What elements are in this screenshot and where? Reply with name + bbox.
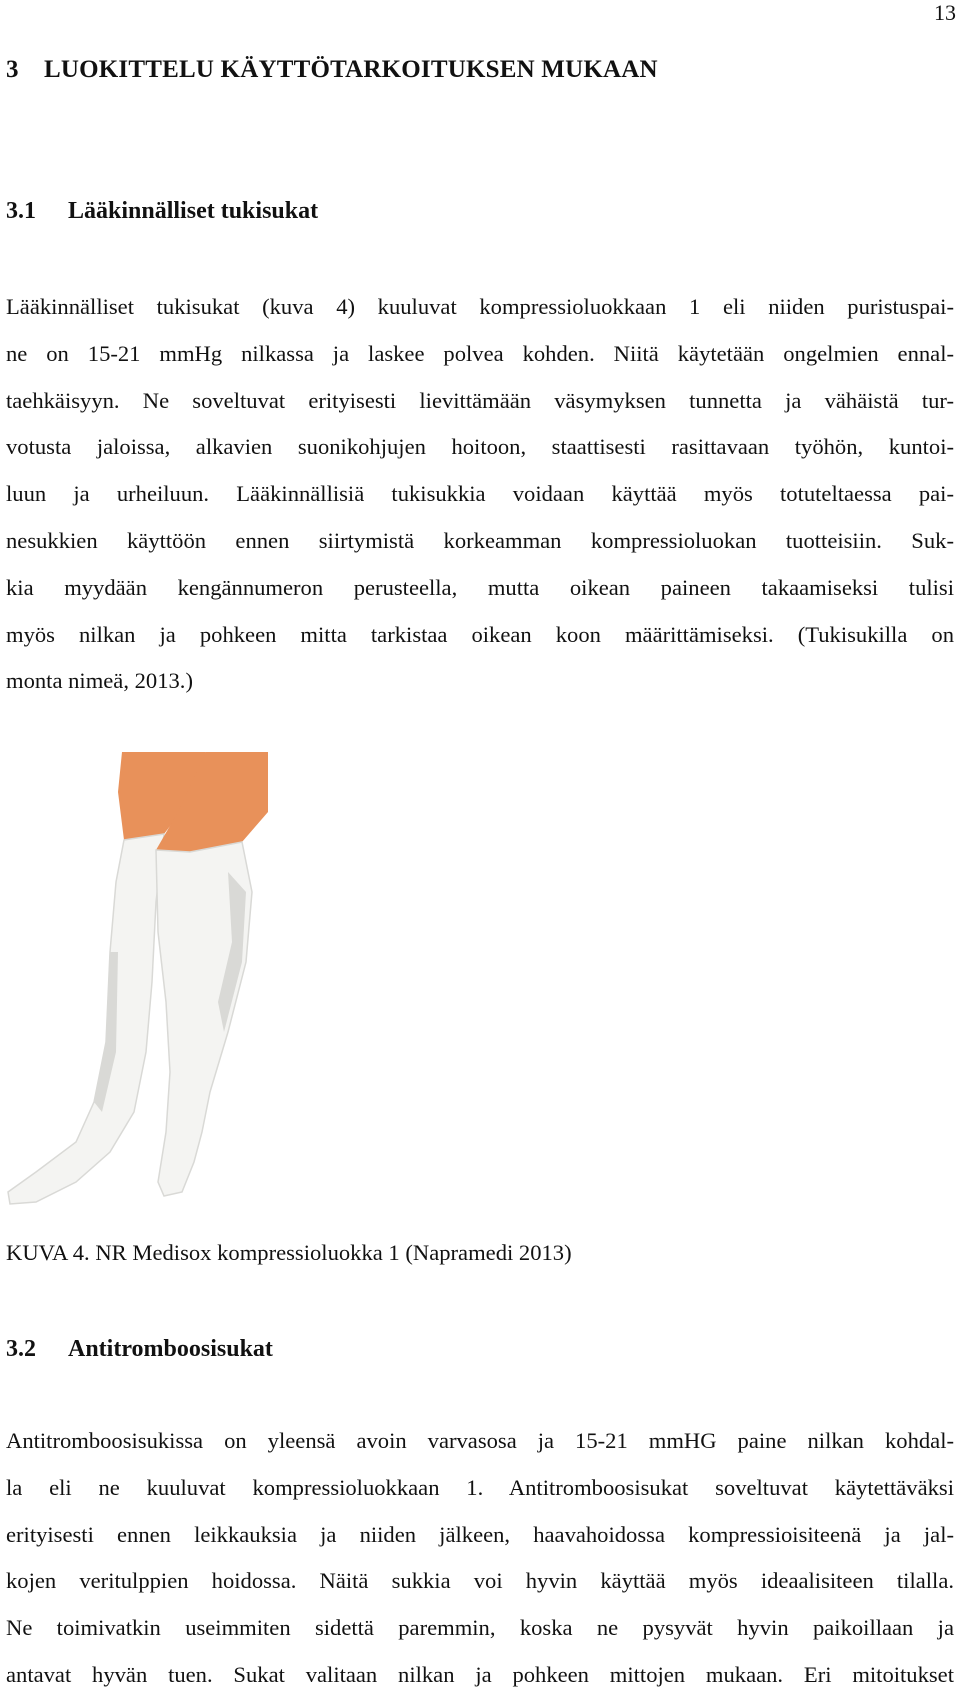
section-heading-3-2 xyxy=(6,1336,273,1363)
section-3-1-paragraph xyxy=(6,284,954,705)
sock-photo xyxy=(6,752,296,1212)
paragraph-line: ne on 15-21 mmHg nilkassa ja laskee polvea kohden. Niitä käytetään ongelmien ennal- xyxy=(6,340,954,366)
paragraph-line: nesukkien käyttöön ennen siirtymistä korkeamman kompressioluokan tuotteisiin. Suk- xyxy=(6,527,954,553)
paragraph-line: Lääkinnälliset tukisukat (kuva 4) kuuluvat kompressioluokkaan 1 eli niiden puristuspai- xyxy=(6,294,954,319)
sock-illustration xyxy=(6,752,296,1212)
page-number: 13 xyxy=(934,0,956,25)
paragraph-line: votusta jaloissa, alkavien suonikohjujen hoitoon, staattisesti rasittavaan työhön, kuntoi- xyxy=(6,434,954,460)
paragraph-line: erityisesti ennen leikkauksia ja niiden jälkeen, haavahoidossa kompressioisiteenä ja jal- xyxy=(6,1521,954,1547)
section-title: Lääkinnälliset tukisukat xyxy=(68,198,319,224)
section-3-2-paragraph xyxy=(6,1418,954,1699)
paragraph-line: kojen veritulppien hoidossa. Näitä sukkia voi hyvin käyttää myös ideaalisiteen tilalla. xyxy=(6,1568,954,1594)
section-number: 3.2 xyxy=(6,1336,36,1362)
paragraph-line: monta nimeä, 2013.) xyxy=(6,668,193,694)
paragraph-line: Ne toimivatkin useimmiten sidettä paremmin, koska ne pysyvät hyvin paikoillaan ja xyxy=(6,1615,954,1641)
back-leg-sock xyxy=(8,834,164,1204)
section-title: Antitromboosisukat xyxy=(68,1336,273,1362)
section-number: 3.1 xyxy=(6,198,36,224)
chapter-heading xyxy=(6,56,658,84)
paragraph-line: Antitromboosisukissa on yleensä avoin varvasosa ja 15-21 mmHG paine nilkan kohdal- xyxy=(6,1428,954,1453)
paragraph-line: luun ja urheiluun. Lääkinnällisiä tukisukkia voidaan käyttää myös totuteltaessa pai- xyxy=(6,481,954,507)
paragraph-line: kia myydään kengännumeron perusteella, mutta oikean paineen takaamiseksi tulisi xyxy=(6,574,954,600)
section-heading-3-1 xyxy=(6,198,318,225)
figure-caption: KUVA 4. NR Medisox kompressioluokka 1 (Napramedi 2013) xyxy=(6,1240,572,1265)
paragraph-line: antavat hyvän tuen. Sukat valitaan nilkan ja pohkeen mittojen mukaan. Eri mitoitukset xyxy=(6,1661,954,1687)
paragraph-line: myös nilkan ja pohkeen mitta tarkistaa oikean koon määrittämiseksi. (Tukisukilla on xyxy=(6,621,954,647)
paragraph-line: taehkäisyyn. Ne soveltuvat erityisesti lievittämään väsymyksen tunnetta ja vähäistä tur- xyxy=(6,387,954,413)
paragraph-line: la eli ne kuuluvat kompressioluokkaan 1. Antitromboosisukat soveltuvat käytettäväksi xyxy=(6,1474,954,1500)
chapter-title: LUOKITTELU KÄYTTÖTARKOITUKSEN MUKAAN xyxy=(44,56,658,83)
chapter-number: 3 xyxy=(6,56,19,83)
